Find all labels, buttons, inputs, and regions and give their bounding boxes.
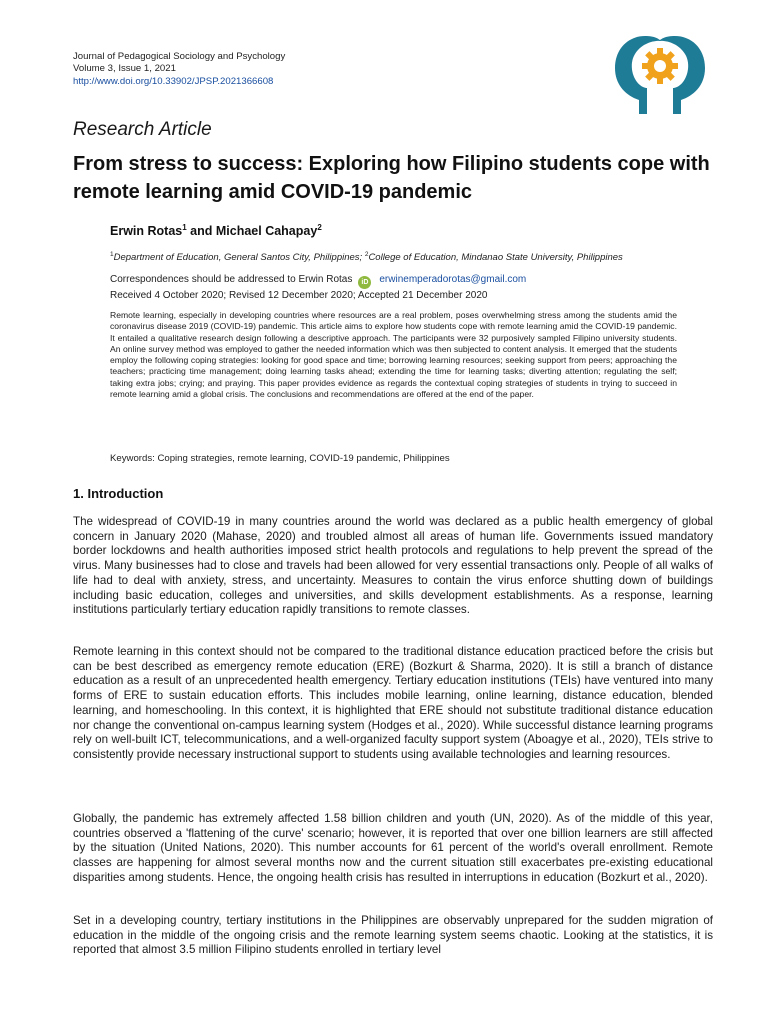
body-paragraph: Globally, the pandemic has extremely affected 1.58 billion children and youth (UN, 2020). As of the middle of this year, countries observed a 'flattening of the curve' scenario; however, it is reported that over one billion learners are still affected by the situation (United Nations, 2020). This number accounts for 61 percent of the world's overall enrollment. Remote classes are happening for almost several months now and the current situation still exacerbates pre-existing educational disparities among students. Hence, the ongoing health crisis has resulted in interruptions in education (Bozkurt et al., 2020).: [73, 812, 713, 884]
affiliation-marker: 1: [110, 251, 114, 258]
orcid-icon[interactable]: iD: [358, 276, 371, 289]
article-type: Research Article: [73, 119, 212, 140]
abstract: Remote learning, especially in developing countries where resources are a real problem, poses overwhelming stress among the students amid the coronavirus disease 2019 (COVID-19) pandemic. This article aims to explore how students cope with remote learning amid the COVID-19 pandemic. It entailed a qualitative research design following a descriptive approach. The participants were 32 purposively sampled Filipino university students. An online survey method was employed to gather the needed information which was then subjected to content analysis. It emerged that the students employ the following coping strategies: looking for good space and time; borrowing learning resources; seeking support from peers; approaching the teachers; practicing time management; doing learning tasks ahead; extending the time for learning tasks; diverting attention; regulating the self; taking extra jobs; crying; and praying. This paper provides evidence as regards the contextual coping strategies of students in trying to succeed in remote learning amid a global crisis. The conclusions and recommendations are offered at the end of the paper.: [110, 310, 677, 400]
body-paragraph: The widespread of COVID-19 in many countries around the world was declared as a public health emergency of global concern in January 2020 (Mahase, 2020) and troubled almost all areas of human life. Governments issued mandatory border lockdowns and health authorities imposed strict health protocols and regulations to help prevent the spread of the virus. Many businesses had to close and travels had been allowed for very essential transactions only. People of all walks of life had to deal with anxiety, stress, and uncertainty. Measures to contain the virus enforce shutting down of buildings including basic education, colleges and universities, and skills development establishments. As a response, learning institutions particularly tertiary education rapidly transitions to remote classes.: [73, 515, 713, 617]
article-title: From stress to success: Exploring how Filipino students cope with remote learning amid COVID-19 pandemic: [73, 153, 710, 203]
page-bottom-edge: [0, 1008, 768, 1024]
author-affiliation-marker: 2: [317, 223, 322, 232]
author-connector: and: [186, 224, 216, 239]
affiliation-2: College of Education, Mindanao State University, Philippines: [368, 252, 623, 264]
section-heading: 1. Introduction: [73, 486, 164, 501]
correspondence-email[interactable]: erwinemperadorotas@gmail.com: [379, 274, 527, 285]
affiliation-1: Department of Education, General Santos City, Philippines;: [113, 252, 365, 264]
journal-doi-link[interactable]: http://www.doi.org/10.33902/JPSP.2021366608: [73, 75, 274, 87]
journal-volume-issue: Volume 3, Issue 1, 2021: [73, 63, 176, 75]
received-dates: Received 4 October 2020; Revised 12 December 2020; Accepted 21 December 2020: [110, 290, 488, 301]
affiliations: [110, 251, 710, 263]
body-paragraph: Remote learning in this context should not be compared to the traditional distance education practiced before the crisis but can be best described as emergency remote education (ERE) (Bozkurt & Sharma, 2020). It is still a branch of distance education as a result of an unprecedented health emergency. Tertiary education institutions (TEIs) have ventured into many forms of ERE to sustain education efforts. This includes mobile learning, online learning, distance education, blended learning, and homeschooling. In this context, it is highlighted that ERE should not substitute traditional distance education nor change the conventional on-campus learning system (Hodges et al., 2020). While successful distance learning programs rely on well-built ICT, telecommunications, and a well-organized faculty support system (Aboagye et al., 2020), TEIs strive to consistently provide necessary instructional support to students using available technologies and learning resources.: [73, 645, 713, 761]
journal-header: [73, 51, 593, 88]
correspondence-text: Correspondences should be addressed to Erwin Rotas: [110, 274, 353, 285]
body-paragraph: Set in a developing country, tertiary institutions in the Philippines are observably unprepared for the sudden migration of education in the middle of the ongoing crisis and the remote learning system seems chaotic. Looking at the statistics, it is reported that almost 3.5 million Filipino students enrolled in tertiary level: [73, 914, 713, 957]
author-affiliation-marker: 1: [182, 223, 187, 232]
author-name[interactable]: Michael Cahapay: [215, 224, 318, 239]
journal-logo: [605, 30, 715, 116]
journal-name: Journal of Pedagogical Sociology and Psychology: [73, 51, 286, 62]
affiliation-marker: 2: [364, 251, 369, 258]
author-list: [110, 223, 322, 238]
correspondence-line: [110, 274, 710, 289]
keywords: Keywords: Coping strategies, remote learning, COVID-19 pandemic, Philippines: [110, 453, 450, 464]
gear-icon: [642, 48, 678, 84]
author-name[interactable]: Erwin Rotas: [110, 224, 183, 239]
